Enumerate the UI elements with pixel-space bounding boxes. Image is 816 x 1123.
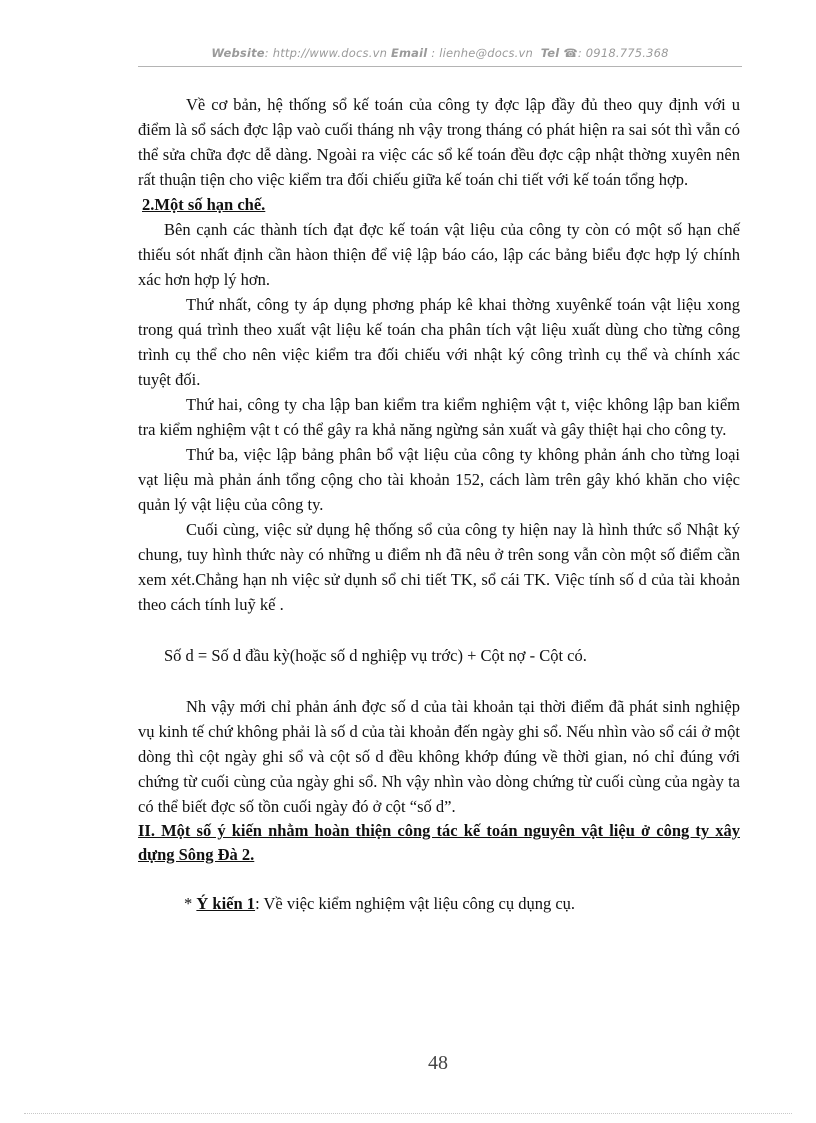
paragraph-formula-explanation: Nh vậy mới chỉ phản ánh đợc số d của tài khoản tại thời điểm đã phát sinh nghiệp vụ kinh tế chứ không phải là số d của tài khoản đến ngày ghi sổ. Nếu nhìn vào sổ cái ở một dòng thì cột ngày ghi sổ và cột số d đều không khớp đúng về thời gian, nó chỉ đúng với chứng từ cuối cùng của ngày ghi sổ. Nh vậy nhìn vào dòng chứng từ cuối cùng của ngày ta có thể biết đợc số tồn cuối ngày đó ở cột “số d”.	[138, 697, 740, 816]
tel-value: : 0918.775.368	[577, 46, 669, 60]
page-header	[138, 46, 742, 66]
section-heading-suggestions: II. Một số ý kiến nhằm hoàn thiện công tác kế toán nguyên vật liệu ở công ty xây dựng Sông Đà 2.	[138, 821, 740, 864]
section-heading-limitations: 2.Một số hạn chế.	[142, 195, 266, 214]
paragraph-overview: Về cơ bản, hệ thống sổ kế toán của công ty đợc lập đầy đủ theo quy định với u điểm là sổ sách đợc lập vaò cuối tháng nh vậy trong tháng có phát hiện ra sai sót thì vẫn có thể sửa chữa đợc dễ dàng. Ngoài ra việc các sổ kế toán đều đợc cập nhật thờng xuyên nên rất thuận tiện cho việc kiểm tra đối chiếu giữa kế toán chi tiết với kế toán tổng hợp.	[138, 95, 740, 189]
idea-bullet: *	[184, 894, 193, 913]
balance-formula: Số d = Số d đầu kỳ(hoặc số d nghiệp vụ trớc) + Cột nợ - Cột có.	[164, 646, 587, 665]
idea-one	[138, 891, 740, 916]
paragraph-first-point: Thứ nhất, công ty áp dụng phơng pháp kê khai thờng xuyênkế toán vật liệu xong trong quá trình theo xuất vật liệu kế toán cha phân tích vật liệu xuất dùng cho từng công trình cụ thể cho nên việc kiểm tra đối chiếu với nhật ký công trình cụ thể và chính xác tuyệt đối.	[138, 295, 740, 389]
paragraph-third-point: Thứ ba, việc lập bảng phân bổ vật liệu của công ty không phản ánh cho từng loại vạt liệu mà phản ánh tổng cộng cho tài khoản 152, cách làm trên gây khó khăn cho việc quản lý vật liệu của công ty.	[138, 445, 740, 514]
footer-divider	[24, 1113, 792, 1114]
page-number: 48	[428, 1052, 448, 1074]
paragraph-second-point: Thứ hai, công ty cha lập ban kiểm tra kiểm nghiệm vật t, việc không lập ban kiểm tra kiểm nghiệm vật t có thể gây ra khả năng ngừng sản xuất và gây thiệt hại cho công ty.	[138, 395, 740, 439]
email-value: : lienhe@docs.vn	[431, 46, 534, 60]
document-body	[138, 92, 740, 916]
tel-label: Tel	[540, 46, 560, 60]
idea-label: Ý kiến 1	[196, 894, 256, 913]
paragraph-last-point: Cuối cùng, việc sử dụng hệ thống sổ của công ty hiện nay là hình thức sổ Nhật ký chung, tuy hình thức này có những u điểm nh đã nêu ở trên song vẫn còn một số điểm cần xem xét.Chẳng hạn nh việc sử dụnh sổ chi tiết TK, sổ cái TK. Việc tính số d của tài khoản theo cách tính luỹ kế .	[138, 520, 740, 614]
website-value: : http://www.docs.vn	[264, 46, 388, 60]
header-divider	[138, 66, 742, 67]
website-label: Website	[211, 46, 265, 60]
idea-text: : Về việc kiểm nghiệm vật liệu công cụ dụng cụ.	[255, 894, 576, 913]
paragraph-limitations-intro: Bên cạnh các thành tích đạt đợc kế toán vật liệu của công ty còn có một số hạn chế thiếu sót nhất định cần hàon thiện để việ lập báo cáo, lập các bảng biểu đợc hợp lý chính xác hơn hợp lý hơn.	[138, 220, 740, 289]
email-label: Email	[390, 46, 428, 60]
phone-icon: ☎	[563, 46, 578, 60]
